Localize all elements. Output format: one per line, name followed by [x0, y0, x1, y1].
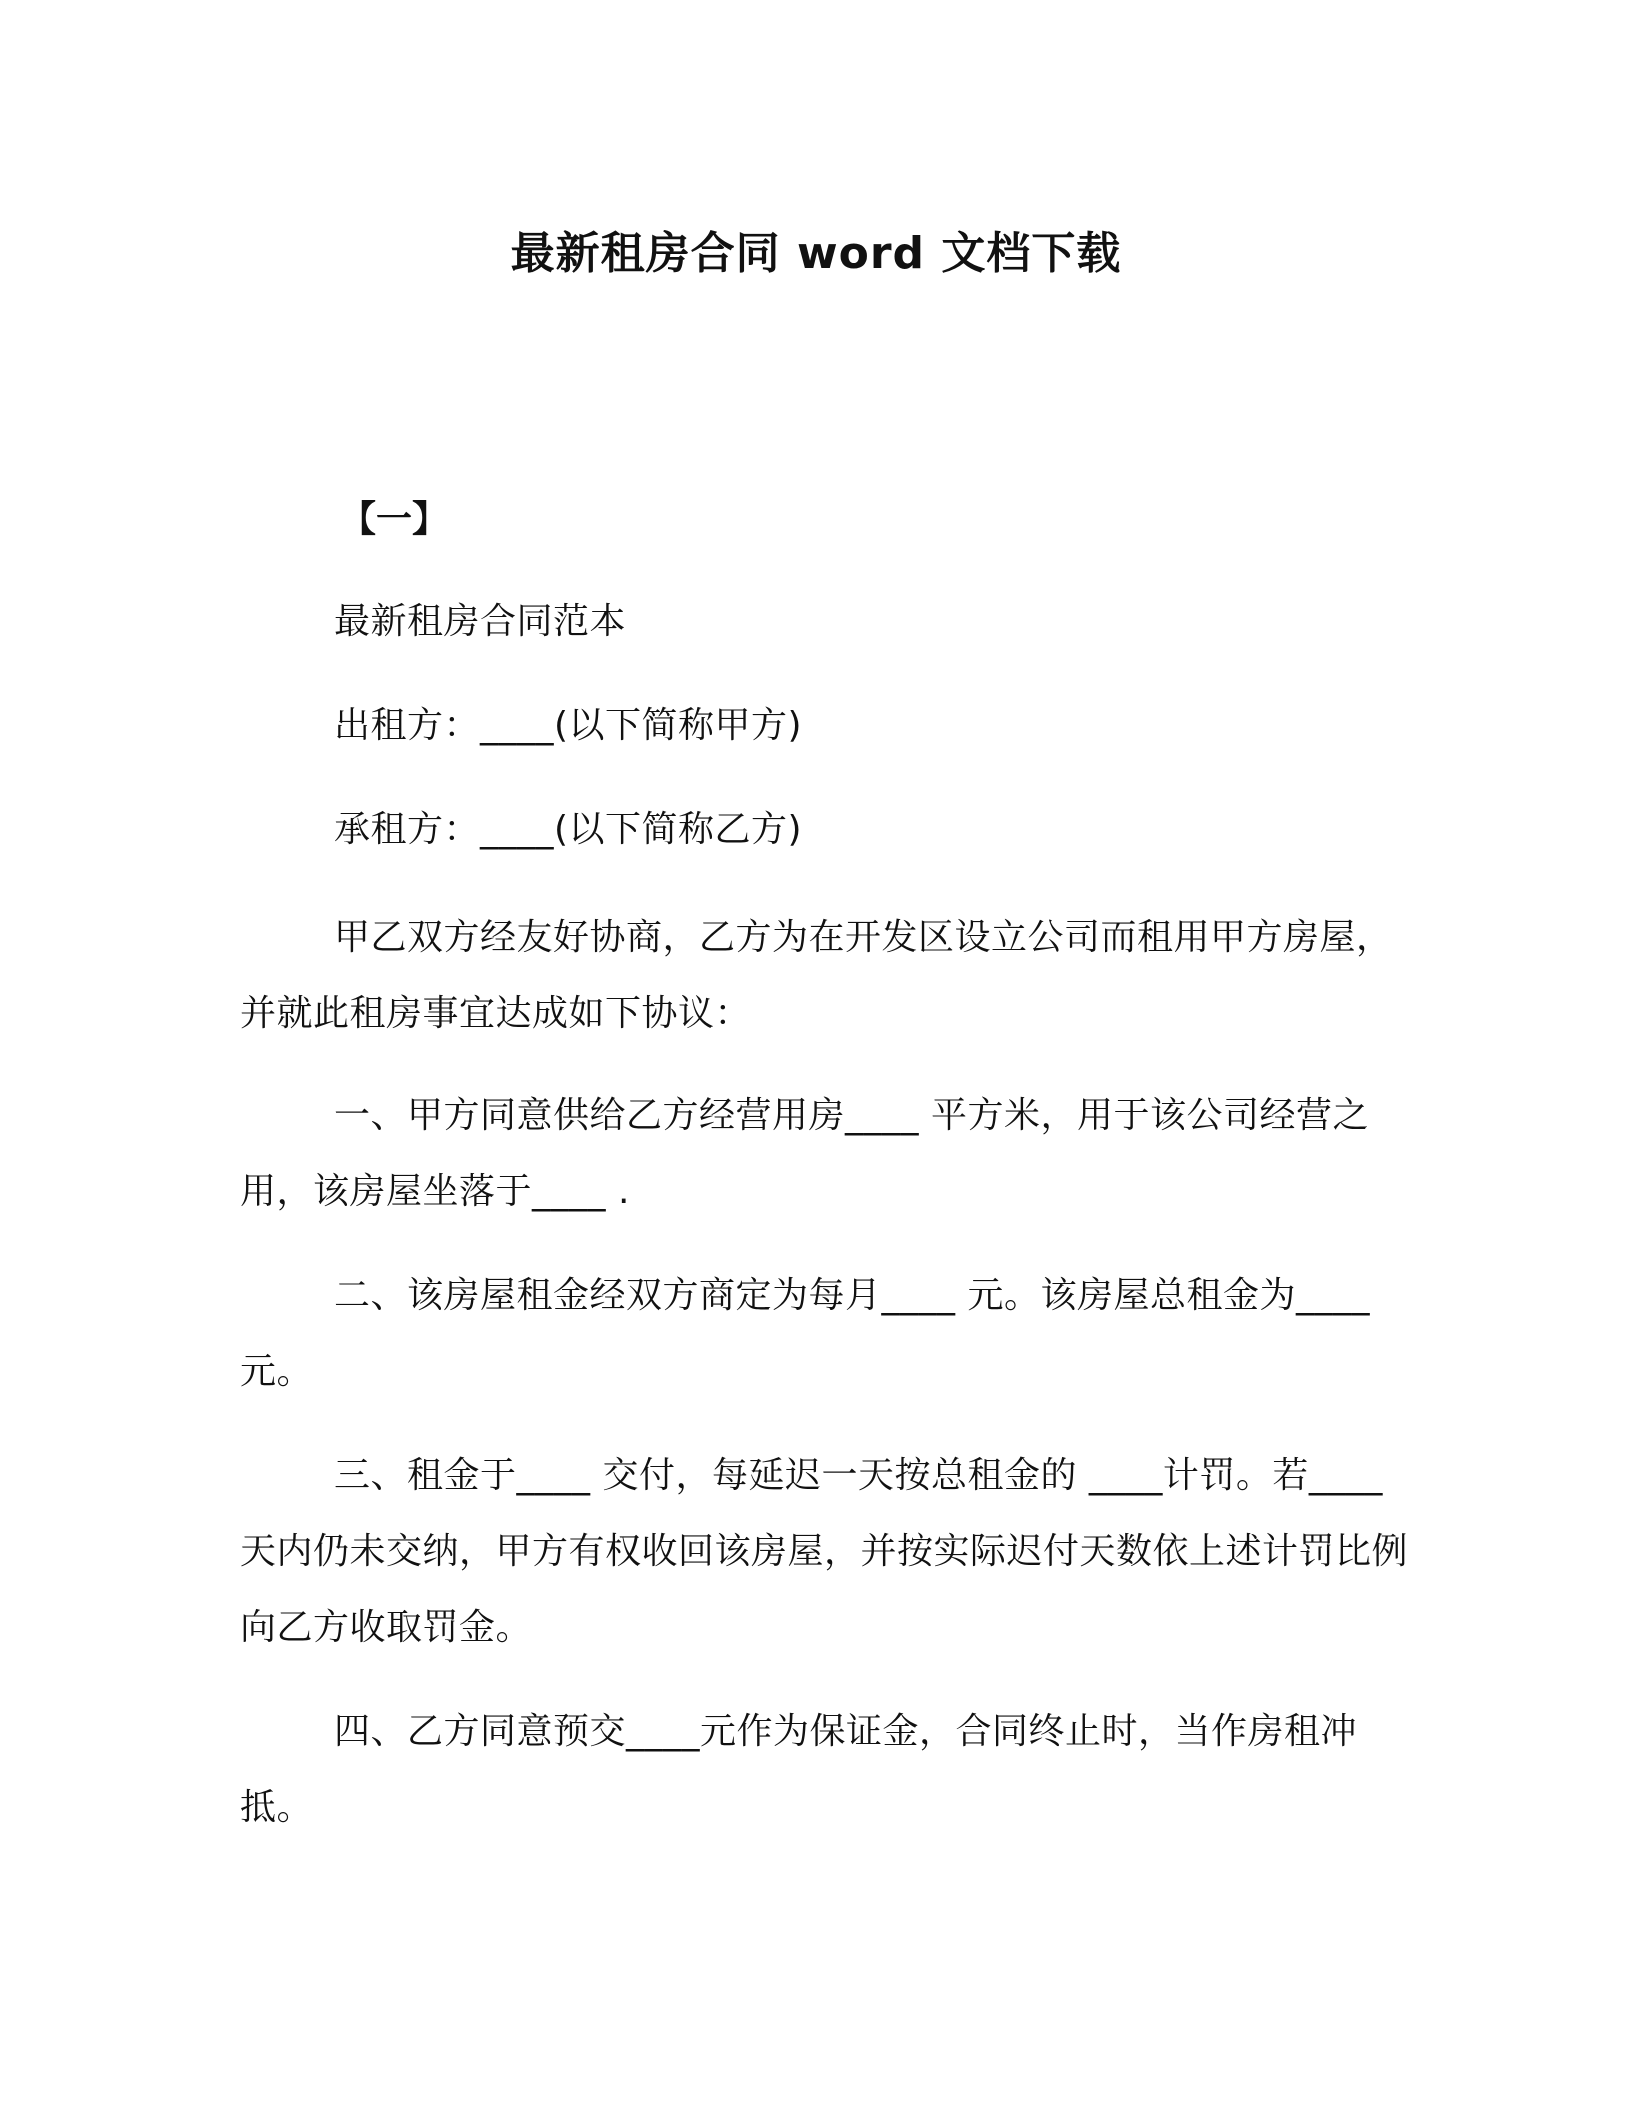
intro-paragraph: 甲乙双方经友好协商，乙方为在开发区设立公司而租用甲方房屋，并就此租房事宜达成如下协议：	[240, 917, 1393, 1034]
contract-subtitle: 最新租房合同范本	[334, 601, 627, 642]
clause-1-paragraph: 一、甲方同意供给乙方经营用房____ 平方米，用于该公司经营之用，该房屋坐落于____ .	[240, 1095, 1369, 1212]
clause-3-paragraph: 三、租金于____ 交付，每延迟一天按总租金的 ____计罚。若____ 天内仍未交纳，甲方有权收回该房屋，并按实际迟付天数依上述计罚比例向乙方收取罚金。	[240, 1455, 1409, 1648]
lessee-line: 承租方：____(以下简称乙方)	[334, 809, 803, 850]
lessor-line: 出租方：____(以下简称甲方)	[334, 705, 803, 746]
clause-4-paragraph: 四、乙方同意预交____元作为保证金，合同终止时，当作房租冲抵。	[240, 1711, 1358, 1828]
document-title: 最新租房合同 word 文档下载	[510, 228, 1122, 279]
section-marker: 【一】	[340, 499, 449, 540]
clause-2-paragraph: 二、该房屋租金经双方商定为每月____ 元。该房屋总租金为____ 元。	[240, 1275, 1370, 1392]
